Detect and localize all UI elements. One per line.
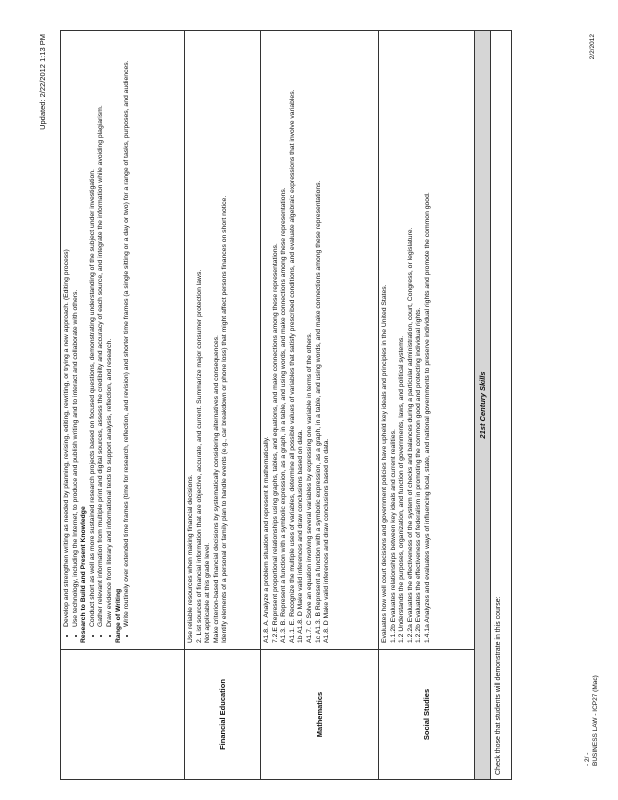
standard-line: Not applicable at this grade level.: [204, 542, 212, 643]
check-instruction: Check those that students will demonstrate in this course:: [495, 596, 502, 775]
standard-line: Make criterion-based financial decisions by systematically considering alternatives and consequences.: [212, 335, 220, 643]
financial-row: [185, 31, 261, 779]
social-content: [381, 37, 433, 643]
standard-line: A1.8. D Make valid inferences and draw conclusions based on data.: [323, 438, 331, 643]
course-name: BUSINESS LAW - ICP27 (Mac): [592, 675, 599, 766]
math-subject: Mathematics: [261, 649, 378, 779]
standard-line: 1.2.2a Evaluates the effectiveness of the system of checks and balances during a particular administration, court, Congress, or legislature.: [406, 227, 414, 643]
list-item: • Develop and strengthen writing as needed by planning, revising, editing, rewriting, or trying a new approach. (Editing process): [63, 37, 72, 627]
financial-content: [187, 37, 230, 643]
standard-line: 7.2.E Represent proportional relationships using graphs, tables, and equations, and make connections among these representations.: [271, 243, 279, 643]
writing-content: [63, 37, 132, 643]
page-number: - 2/ -: [584, 752, 591, 766]
standard-line: 1b A1.8. D Make valid inferences and draw conclusions based on data.: [297, 429, 305, 643]
financial-subject: Financial Education: [185, 649, 260, 779]
math-content: [263, 37, 332, 643]
skills-header: 21st Century Skills: [475, 31, 491, 779]
standard-line: 1.2.2b Evaluates the effectiveness of federalism in promoting the common good and protecting individual rights.: [415, 307, 423, 643]
standards-table: [60, 30, 512, 780]
math-row: [261, 31, 379, 779]
list-item: • Write routinely over extended time frames (time for research, reflection, and revision) and shorter time frames (a single sitting or a day or two) for a range of tasks, purposes, and audiences.: [123, 37, 132, 627]
standard-line: Use reliable resources when making financial decisions.: [187, 474, 194, 643]
footer-left: [584, 675, 600, 766]
standard-line: 1.1.2b Evaluates relationships between key ideals and current realities.: [389, 429, 397, 643]
standard-line: 1c A1.3. B Represent a function with a symbolic expression, as a graph, in a table, and using words, and make connections among these representations.: [314, 180, 322, 643]
standard-line: Identify elements of a personal or family plan to handle events (e.g., car breakdown or phone loss) that might affect persons finances on short notice.: [221, 195, 229, 643]
social-subject: Social Studies: [379, 649, 474, 779]
social-row: [379, 31, 475, 779]
standard-line: Evaluates how well court decisions and government policies have upheld key ideals and principles in the United States.: [381, 284, 388, 643]
research-heading: Research to Build and Present Knowledge: [80, 506, 88, 643]
writing-subject-cell: [61, 649, 184, 779]
standard-line: 1.4.1a Analyzes and evaluates ways of influencing local, state, and national governments to preserve individual rights and promote the common good.: [423, 192, 431, 643]
updated-date: Updated: 2/22/2012 1:13 PM: [38, 34, 47, 130]
footer-date: 2/2/2012: [589, 34, 596, 60]
standard-line: 2. List sources of financial information that are objective, accurate, and current. Summarize major consumer protection laws.: [195, 269, 203, 643]
standard-line: A1.7. C Solve an equation involving several variables by expressing one variable in terms of the others.: [305, 332, 313, 643]
standard-line: A1.8. A. Analyze a problem situation and represent it mathematically.: [263, 436, 270, 643]
standard-line: A1.3. B. Represent a function with a symbolic expression, as a graph, in a table, and using words, and make connections among these representations.: [280, 187, 288, 643]
standard-line: 1.2 Understands the purposes, organization, and function of governments, laws, and political systems.: [398, 335, 406, 643]
standard-line: A1.1. E. Recognize the multiple uses of variables, determine all possible values of variables that satisfy prescribed conditions, and evaluate algebraic expressions that involve variables.: [288, 89, 296, 643]
list-item: • Gather relevant information from multiple print and digital sources, assess the credibility and accuracy of each source, and integrate the information while avoiding plagiarism.: [97, 37, 106, 627]
writing-row: [61, 31, 185, 779]
range-heading: Range of Writing: [114, 588, 122, 643]
list-item: • Use technology, including the Internet, to produce and publish writing and to interact and collaborate with others.: [72, 37, 81, 627]
list-item: • Conduct short as well as more sustained research projects based on focused questions, demonstrating understanding of the subject under investigation.: [89, 37, 98, 627]
list-item: • Draw evidence from literary and informational texts to support analysis, reflection, and research.: [106, 37, 115, 627]
